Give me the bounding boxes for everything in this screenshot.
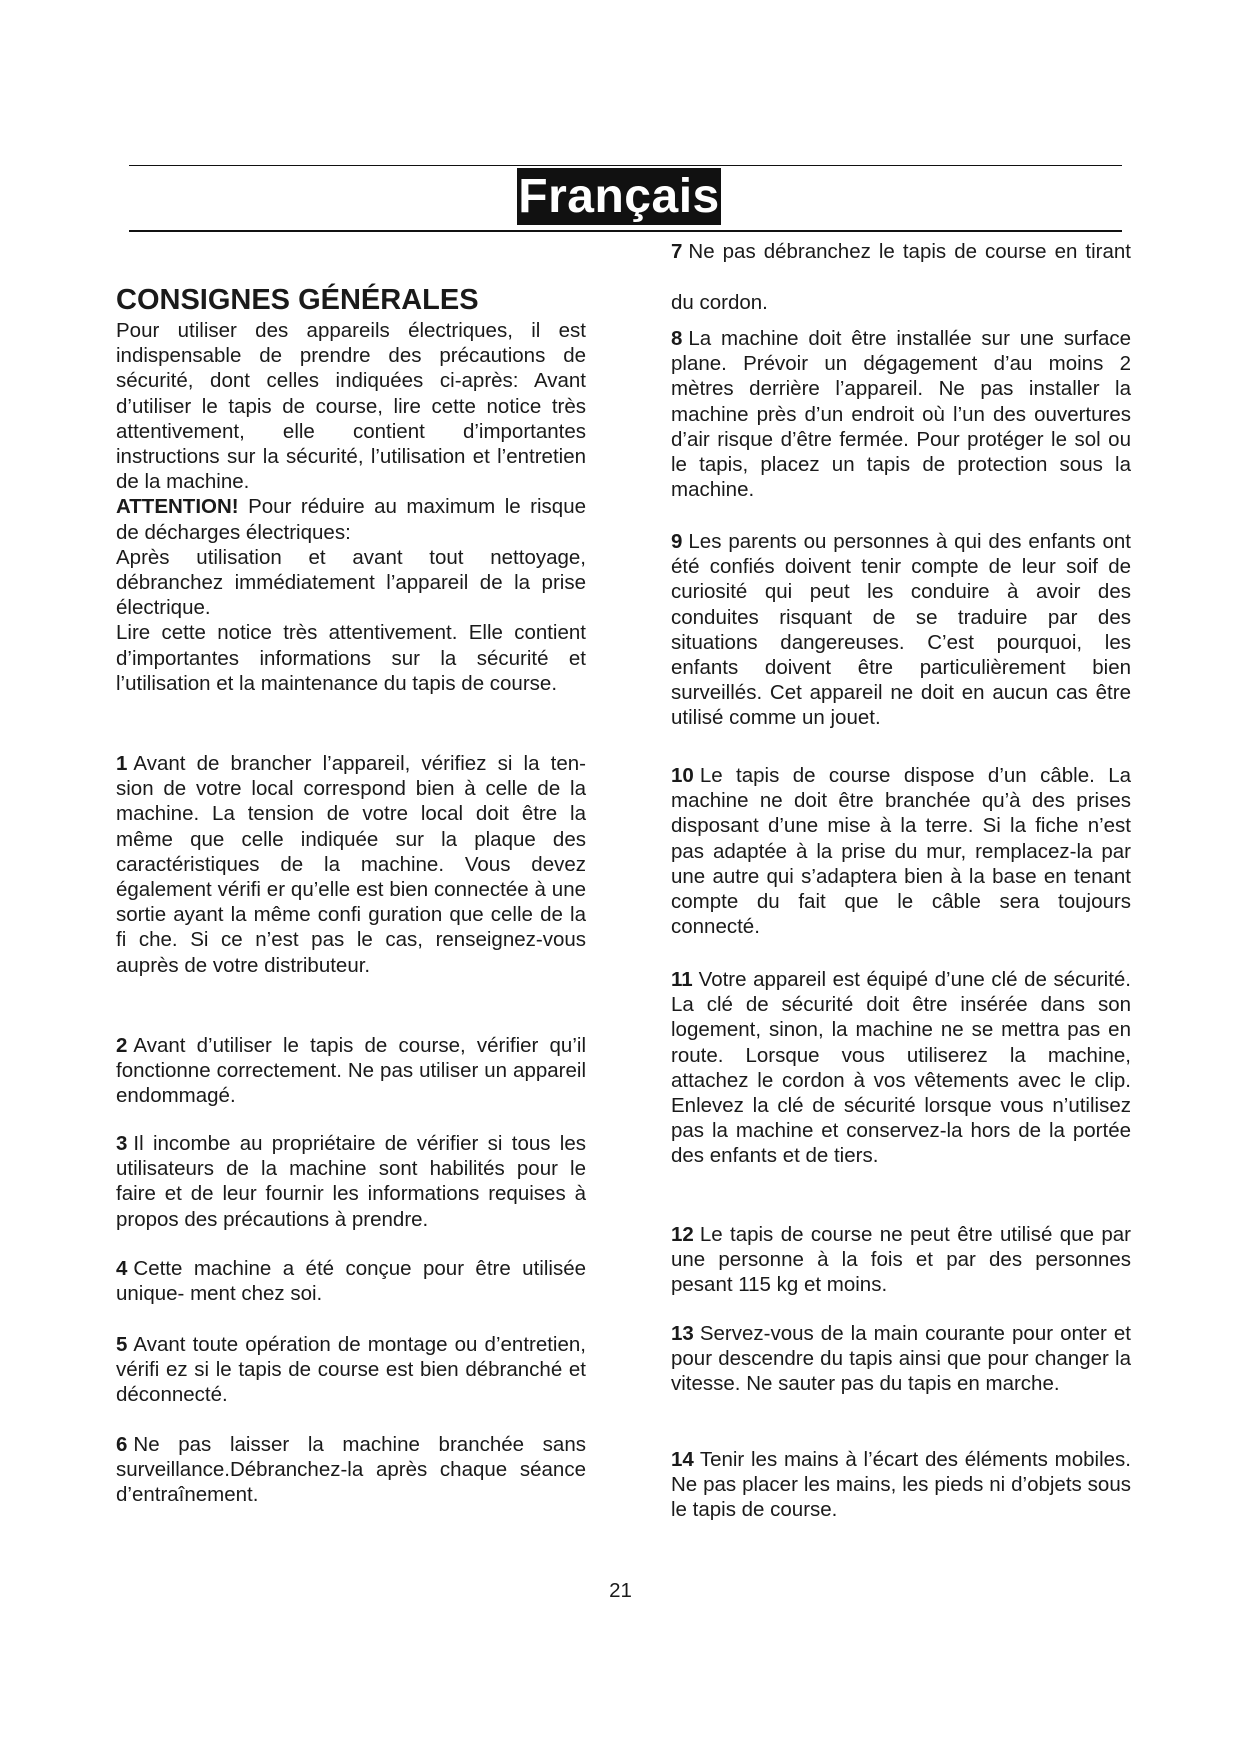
item-text: Ne pas laisser la machine branchée sans surveillance.Débranchez-la après chaque séance d’entraînement. bbox=[116, 1433, 586, 1507]
list-item bbox=[116, 1332, 586, 1408]
page-title: CONSIGNES GÉNÉRALES bbox=[116, 284, 479, 316]
item-number: 7 bbox=[671, 240, 683, 263]
item-text: Le tapis de course dispose d’un câble. La machine ne doit être branchée qu’à des prises disposant d’une mise à la terre. Si la fiche n’est pas adaptée à la prise du mur, remplacez-la par une autre qui s’adaptera bien à la base en tenant compte du fait que le câble sera toujours connecté. bbox=[671, 764, 1131, 939]
item-number: 3 bbox=[116, 1132, 128, 1155]
list-item bbox=[671, 1321, 1131, 1397]
list-item bbox=[671, 1222, 1131, 1298]
attention-line-2: Après utilisation et avant tout nettoyage, débranchez immédiatement l’appareil de la prise électrique. bbox=[116, 545, 586, 620]
attention-line-3: Lire cette notice très attentivement. Elle contient d’importantes informations sur la sécurité et l’utilisation et la maintenance du tapis de course. bbox=[116, 621, 586, 695]
header-rule-top bbox=[129, 165, 1122, 166]
intro-text: Pour utiliser des appareils électriques, il est indispensable de prendre des précautions de sécurité, dont celles indiquées ci-après: Avant d’utiliser le tapis de course, lire cette notice très attentivement, elle contient d’importantes instructions sur la sécurité, l’utilisation et l’entretien de la machine. bbox=[116, 319, 586, 494]
list-item bbox=[116, 1131, 586, 1232]
item-number: 13 bbox=[671, 1322, 694, 1345]
attention-label: ATTENTION! bbox=[116, 495, 239, 519]
item-number: 6 bbox=[116, 1433, 128, 1456]
list-item bbox=[671, 326, 1131, 502]
item-number: 9 bbox=[671, 530, 683, 553]
item-text: La machine doit être installée sur une surface plane. Prévoir un dégagement d’au moins 2 mètres derrière l’appareil. Ne pas installer la machine près d’un endroit où l’un des ouvertures d’air risque d’être fermée. Pour protéger le sol ou le tapis, placez un tapis de protection sous la machine. bbox=[671, 327, 1131, 502]
item-text: Votre appareil est équipé d’une clé de sécurité. La clé de sécurité doit être insérée dans son logement, sinon, la machine ne se mettra pas en route. Lorsque vous utiliserez la machine, attachez le cordon à vos vêtements avec le clip. Enlevez la clé de sécurité lorsque vous n’utilisez pas la machine et conservez-la hors de la portée des enfants et de tiers. bbox=[671, 968, 1131, 1168]
item-text: Tenir les mains à l’écart des éléments mobiles. Ne pas placer les mains, les pieds ni d’objets sous le tapis de course. bbox=[671, 1448, 1131, 1522]
list-item bbox=[671, 967, 1131, 1169]
item-text: Cette machine a été conçue pour être utilisée unique- ment chez soi. bbox=[116, 1257, 586, 1306]
item-text: Servez-vous de la main courante pour onter et pour descendre du tapis ainsi que pour changer la vitesse. Ne sauter pas du tapis en marche. bbox=[671, 1322, 1131, 1396]
list-item bbox=[116, 1033, 586, 1109]
language-header: Français bbox=[518, 170, 720, 223]
item-number: 12 bbox=[671, 1223, 694, 1246]
list-item bbox=[671, 1447, 1131, 1523]
attention-text: Pour réduire au maximum le risque de décharges électriques: bbox=[116, 495, 586, 544]
item-text: Avant de brancher l’appareil, vérifiez si la ten- sion de votre local correspond bien à celle de la machine. La tension de votre local doit être la même que celle indiquée sur la plaque des caractéristiques de la machine. Vous devez également vérifi er qu’elle est bien connectée à une sortie ayant la même confi guration que celle de la fi che. Si ce n’est pas le cas, renseignez-vous auprès de votre distributeur. bbox=[116, 752, 586, 977]
intro-paragraph bbox=[116, 318, 586, 696]
list-item bbox=[116, 751, 586, 978]
item-number: 5 bbox=[116, 1333, 128, 1356]
list-item bbox=[116, 1256, 586, 1306]
list-item bbox=[671, 763, 1131, 939]
item-number: 1 bbox=[116, 752, 128, 775]
list-item bbox=[671, 226, 1131, 328]
list-item bbox=[671, 529, 1131, 731]
list-item bbox=[116, 1432, 586, 1508]
item-text: Le tapis de course ne peut être utilisé que par une personne à la fois et par des personnes pesant 115 kg et moins. bbox=[671, 1223, 1131, 1297]
item-text: Les parents ou personnes à qui des enfants ont été confiés doivent tenir compte de leur soif de curiosité qui peut les conduire à avoir des conduites risquant de se traduire par des situations dangereuses. C’est pourquoi, les enfants doivent être particulièrement bien surveillés. Cet appareil ne doit en aucun cas être utilisé comme un jouet. bbox=[671, 530, 1131, 730]
item-text: Avant d’utiliser le tapis de course, vérifier qu’il fonctionne correctement. Ne pas utiliser un appareil endommagé. bbox=[116, 1034, 586, 1108]
item-number: 11 bbox=[671, 968, 693, 991]
item-number: 2 bbox=[116, 1034, 128, 1057]
attention-paragraph bbox=[116, 494, 586, 544]
item-text: Il incombe au propriétaire de vérifier si tous les utilisateurs de la machine sont habilités pour le faire et de leur fournir les informations requises à propos des précautions à prendre. bbox=[116, 1132, 586, 1231]
item-number: 8 bbox=[671, 327, 683, 350]
item-text: Avant toute opération de montage ou d’entretien, vérifi ez si le tapis de course est bien débranché et déconnecté. bbox=[116, 1333, 586, 1407]
item-number: 14 bbox=[671, 1448, 694, 1471]
item-number: 4 bbox=[116, 1257, 128, 1280]
item-text: Ne pas débranchez le tapis de course en tirant du cordon. bbox=[671, 240, 1131, 314]
item-number: 10 bbox=[671, 764, 694, 787]
page-number: 21 bbox=[609, 1579, 632, 1602]
